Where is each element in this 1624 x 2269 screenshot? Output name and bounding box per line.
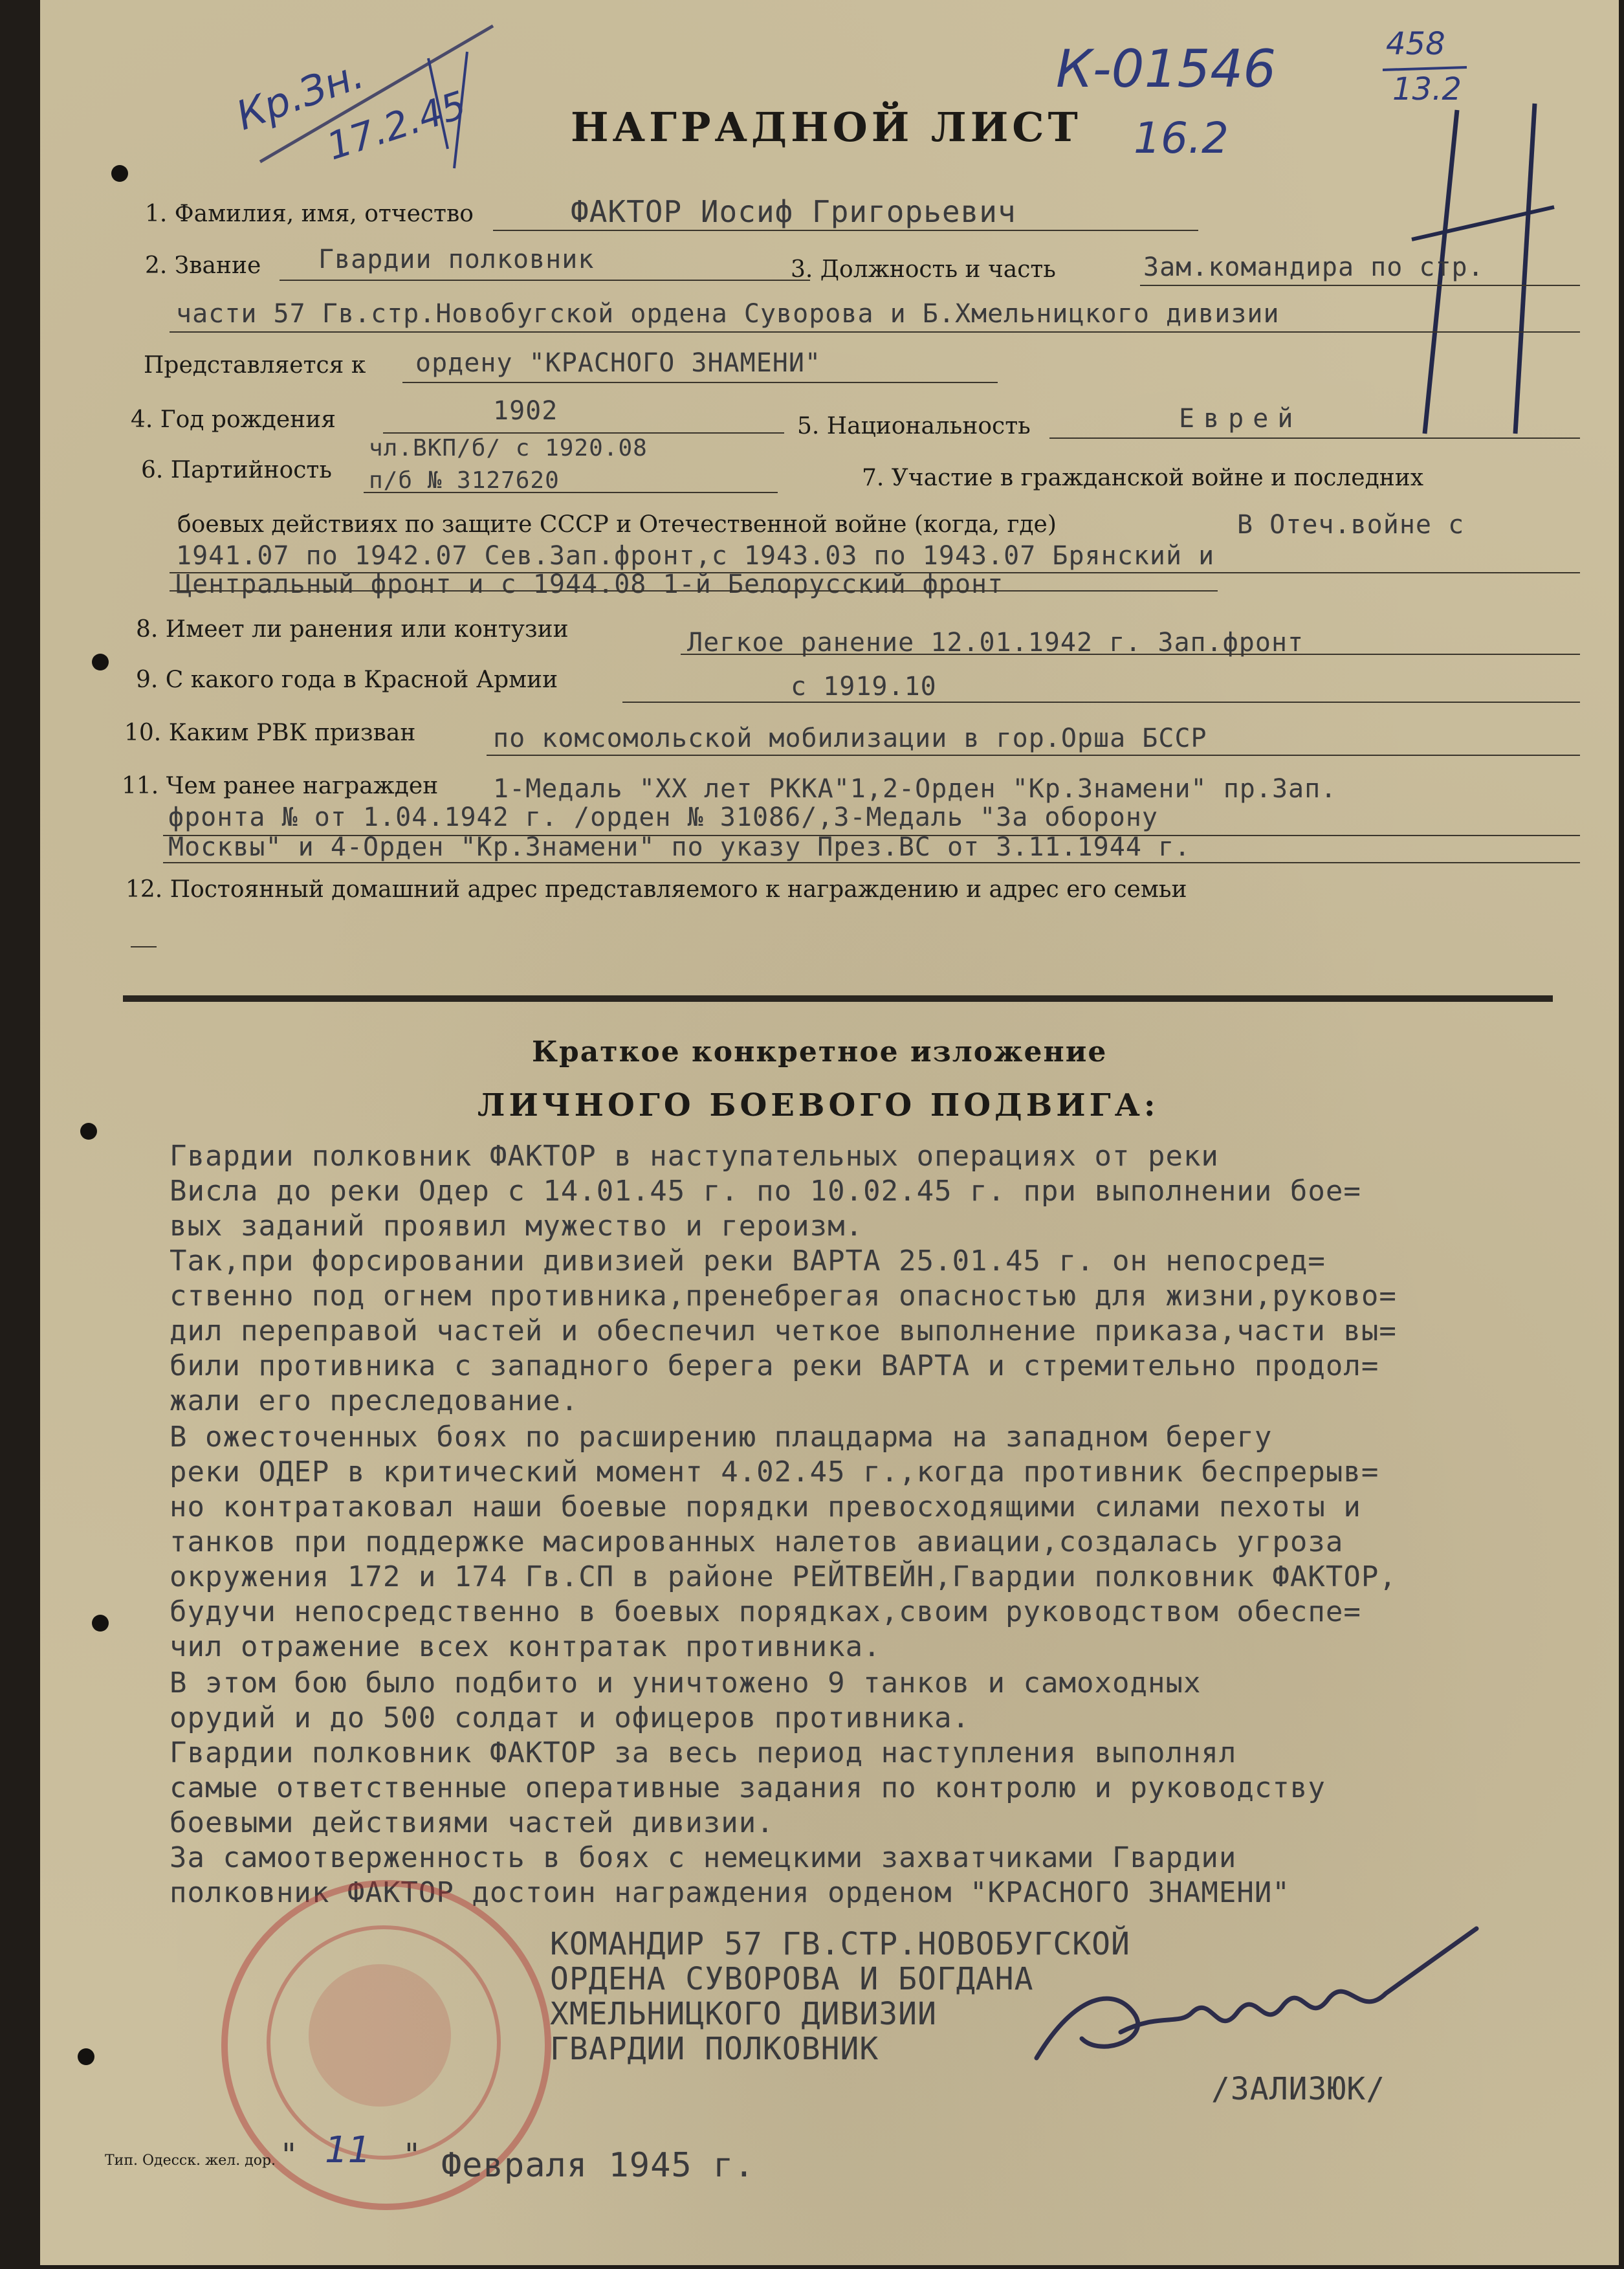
field-7-label-line2: боевых действиях по защите СССР и Отечественной войне (когда, где) (177, 511, 1057, 538)
corner-number-bottom: 13.2 (1392, 71, 1462, 107)
fill-line (681, 654, 1580, 655)
field-11-label: 11. Чем ранее награжден (122, 773, 439, 799)
archive-sub-number: 16.2 (1134, 113, 1229, 163)
field-5-value: Еврей (1179, 404, 1302, 434)
summary-paragraph: Гвардии полковник ФАКТОР за весь период наступления выполнял самые ответственные оперативные задания по контролю и руководству боевыми действиями частей дивизии. (170, 1736, 1326, 1839)
archive-number: К-01546 (1056, 39, 1277, 99)
signer-name: /ЗАЛИЗЮК/ (1211, 2071, 1386, 2107)
field-7-label-line1: 7. Участие в гражданской войне и последних (862, 465, 1424, 491)
summary-paragraph: Так,при форсировании дивизией реки ВАРТА 25.01.45 г. он непосред= ственно под огнем противника,пренебрегая опасностью для жизни,руково= дил переправой частей и обеспечил четкое выполнение приказа,части вы= били противника с западного берега реки ВАРТА и стремительно продол= жали его преследование. (170, 1245, 1397, 1417)
date-day: 11 (325, 2129, 371, 2171)
signer-title-line: ОРДЕНА СУВОРОВА И БОГДАНА (550, 1961, 1034, 1997)
field-2-label: 2. Звание (145, 252, 261, 279)
fill-line (364, 492, 778, 493)
summary-paragraph: В ожесточенных боях по расширению плацдарма на западном берегу реки ОДЕР в критический момент 4.02.45 г.,когда противник беспрерыв= но контратаковал наши боевые порядки превосходящими силами пехоты и танков при поддержке масированных налетов авиации,создалась угроза окружения 172 и 174 Гв.СП в районе РЕЙТВЕЙН,Гвардии полковник ФАКТОР, будучи непосредственно в боевых порядках,своим руководством обеспе= чил отражение всех контратак противника. (170, 1421, 1397, 1663)
field-3-label: 3. Должность и часть (791, 256, 1056, 283)
top-left-strike (234, 19, 506, 181)
date-close-quote: " (402, 2137, 422, 2173)
field-4-label: 4. Год рождения (131, 406, 336, 433)
fill-line (1140, 285, 1580, 286)
fill-line (487, 755, 1580, 756)
corner-number-top: 458 (1386, 26, 1445, 62)
field-3-value-line2: части 57 Гв.стр.Новобугской ордена Суворова и Б.Хмельницкого дивизии (176, 299, 1280, 329)
fill-line (622, 702, 1580, 703)
top-left-note-date: 17.2.45 (321, 82, 472, 169)
punch-hole (92, 1615, 109, 1632)
signer-title-line: ХМЕЛЬНИЦКОГО ДИВИЗИИ (550, 1996, 937, 2032)
field-8-value: Легкое ранение 12.01.1942 г. Зап.фронт (687, 628, 1304, 658)
field-7-value-line3: Центральный фронт и с 1944.08 1-й Белорусский фронт (176, 570, 1004, 599)
field-7-value-line1: В Отеч.войне с (1237, 510, 1465, 540)
field-11-value-line3: Москвы" и 4-Орден "Кр.Знамени" по указу През.ВС от 3.11.1944 г. (168, 832, 1191, 862)
punch-hole (78, 2048, 94, 2065)
section-divider (123, 995, 1553, 1002)
punch-hole (92, 654, 109, 670)
summary-paragraph: За самоотверженность в боях с немецкими захватчиками Гвардии полковник ФАКТОР достоин награждения орденом "КРАСНОГО ЗНАМЕНИ" (170, 1841, 1290, 1909)
date-month-year: Февраля 1945 г. (441, 2146, 755, 2185)
presented-label: Представляется к (144, 352, 366, 379)
page-title: НАГРАДНОЙ ЛИСТ (571, 104, 1082, 151)
presented-value: ордену "КРАСНОГО ЗНАМЕНИ" (415, 348, 822, 378)
date-open-quote: " (280, 2137, 299, 2173)
field-9-value: с 1919.10 (791, 672, 937, 702)
signer-title-line: ГВАРДИИ ПОЛКОВНИК (550, 2031, 879, 2067)
award-sheet (40, 0, 1619, 2265)
signature (1024, 1916, 1489, 2084)
fill-line (170, 590, 1218, 592)
fill-line (1049, 437, 1580, 439)
fill-line (170, 331, 1580, 333)
fill-line (493, 230, 1198, 231)
signer-title-line: КОМАНДИР 57 ГВ.СТР.НОВОБУГСКОЙ (550, 1926, 1130, 1962)
punch-hole (80, 1123, 97, 1140)
summary-subheading: ЛИЧНОГО БОЕВОГО ПОДВИГА: (477, 1087, 1159, 1123)
fill-line (280, 280, 810, 281)
top-left-note: Кр.Зн. (230, 50, 370, 140)
field-7-value-line2: 1941.07 по 1942.07 Сев.Зап.фронт,с 1943.03 по 1943.07 Брянский и (176, 541, 1215, 571)
punch-hole (111, 165, 128, 182)
summary-paragraph: Гвардии полковник ФАКТОР в наступательных операциях от реки Висла до реки Одер с 14.01.45 г. по 10.02.45 г. при выполнении бое= вых заданий проявил мужество и героизм. (170, 1140, 1361, 1243)
field-1-label: 1. Фамилия, имя, отчество (145, 201, 474, 227)
field-9-label: 9. С какого года в Красной Армии (136, 667, 558, 693)
field-6-label: 6. Партийность (141, 457, 332, 483)
field-5-label: 5. Национальность (797, 413, 1031, 439)
field-10-value: по комсомольской мобилизации в гор.Орша БССР (493, 724, 1207, 753)
field-8-label: 8. Имеет ли ранения или контузии (136, 616, 569, 643)
field-4-value: 1902 (493, 396, 558, 426)
field-11-value-line2: фронта № от 1.04.1942 г. /орден № 31086/,3-Медаль "За оборону (168, 802, 1159, 832)
field-1-value: ФАКТОР Иосиф Григорьевич (571, 194, 1016, 229)
seal-emblem (309, 1964, 451, 2107)
printer-note: Тип. Одесск. жел. дор. (105, 2153, 276, 2169)
fill-line (131, 946, 157, 947)
summary-heading: Краткое конкретное изложение (532, 1035, 1108, 1068)
field-3-value-line1: Зам.командира по стр. (1143, 252, 1484, 282)
fill-line (163, 862, 1580, 863)
field-2-value: Гвардии полковник (318, 245, 595, 274)
field-11-value-line1: 1-Медаль "XX лет РККА"1,2-Орден "Кр.Знамени" пр.Зап. (493, 774, 1337, 804)
field-6-value-line2: п/б № 3127620 (369, 467, 560, 494)
fill-line (383, 432, 784, 434)
field-12-label: 12. Постоянный домашний адрес представляемого к награждению и адрес его семьи (126, 876, 1187, 903)
fill-line (402, 382, 998, 383)
summary-paragraph: В этом бою было подбито и уничтожено 9 танков и самоходных орудий и до 500 солдат и офицеров противника. (170, 1666, 1202, 1734)
field-6-value-line1: чл.ВКП/б/ с 1920.08 (369, 435, 648, 461)
field-10-label: 10. Каким РВК призван (124, 720, 416, 746)
